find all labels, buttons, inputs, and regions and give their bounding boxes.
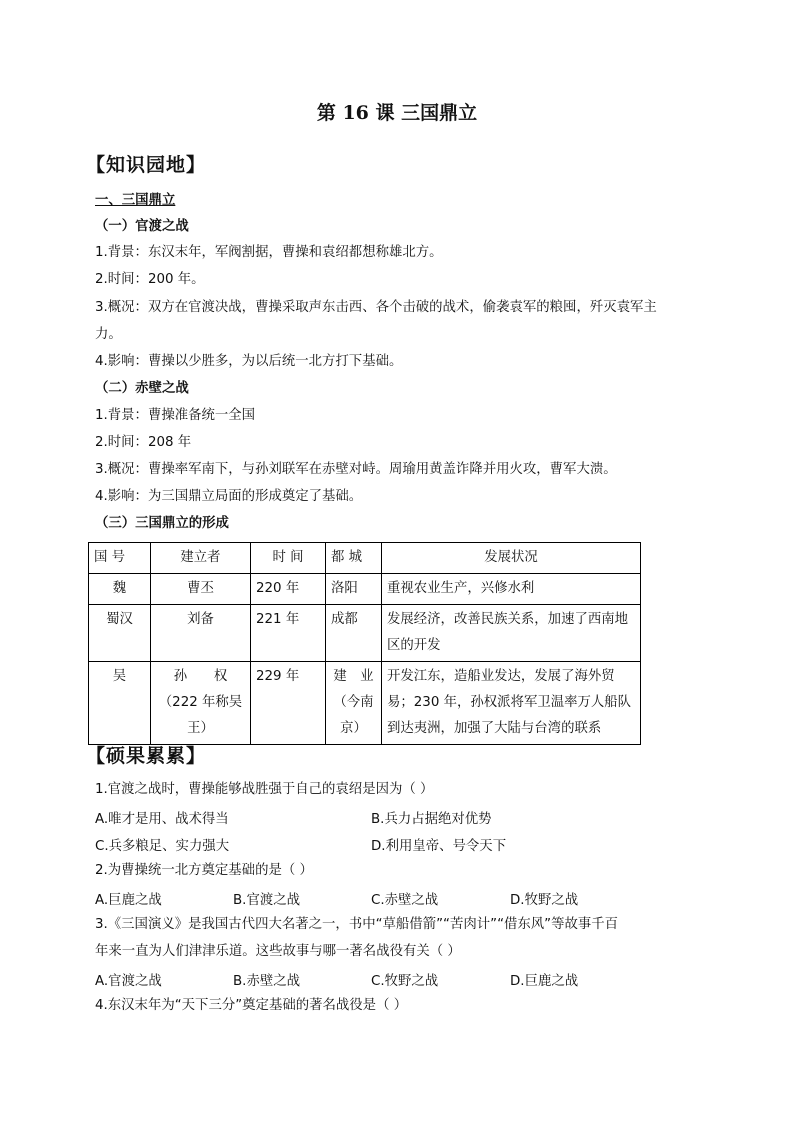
subheading-chibi: （二）赤壁之战 (95, 381, 189, 396)
table-cell: 魏 (89, 574, 151, 605)
table-cell: 重视农业生产，兴修水利 (382, 574, 641, 605)
table-row (89, 662, 641, 745)
section-heading-exercises: 【硕果累累】 (86, 745, 207, 767)
table-row (89, 574, 641, 605)
question-stem: 4.东汉末年为“天下三分”奠定基础的著名战役是（ ） (95, 998, 408, 1013)
text-line: 4.影响：为三国鼎立局面的形成奠定了基础。 (95, 489, 363, 504)
three-kingdoms-table (88, 542, 641, 745)
question-stem: 1.官渡之战时，曹操能够战胜强于自己的袁绍是因为（ ） (95, 782, 434, 797)
table-cell: 221 年 (251, 605, 326, 662)
table-header: 建立者 (151, 543, 251, 574)
page-title: 第 16 课 三国鼎立 (316, 102, 478, 124)
table-header-row (89, 543, 641, 574)
text-line: 3.概况：曹操率军南下，与孙刘联军在赤壁对峙。周瑜用黄盖诈降并用火攻，曹军大溃。 (95, 462, 617, 477)
option-c: C.赤壁之战 (371, 893, 439, 908)
text-line: 4.影响：曹操以少胜多，为以后统一北方打下基础。 (95, 354, 403, 369)
table-cell: 229 年 (251, 662, 326, 745)
option-d: D.巨鹿之战 (510, 974, 579, 989)
question-stem: 2.为曹操统一北方奠定基础的是（ ） (95, 863, 313, 878)
subheading-guandu: （一）官渡之战 (95, 219, 189, 234)
question-stem: 3.《三国演义》是我国古代四大名著之一，书中“草船借箭”“苦肉计”“借东风”等故事千百 (95, 917, 619, 932)
option-c: C.牧野之战 (371, 974, 439, 989)
table-cell: 吴 (89, 662, 151, 745)
text-line: 力。 (95, 327, 122, 342)
question-stem: 年来一直为人们津津乐道。这些故事与哪一著名战役有关（ ） (95, 944, 461, 959)
text-line: 3.概况：双方在官渡决战，曹操采取声东击西、各个击破的战术，偷袭袁军的粮囤，歼灭袁军主 (95, 300, 657, 315)
section-heading-knowledge: 【知识园地】 (86, 154, 207, 176)
table-header: 发展状况 (382, 543, 641, 574)
table-cell: 曹丕 (151, 574, 251, 605)
option-a: A.唯才是用、战术得当 (95, 812, 229, 827)
table-cell: 孙 权（222 年称吴王） (151, 662, 251, 745)
option-c: C.兵多粮足、实力强大 (95, 839, 230, 854)
subheading-three-kingdoms: （三）三国鼎立的形成 (95, 516, 229, 531)
table-header: 时 间 (251, 543, 326, 574)
option-d: D.利用皇帝、号令天下 (371, 839, 507, 854)
table-row (89, 605, 641, 662)
option-d: D.牧野之战 (510, 893, 579, 908)
table-cell: 开发江东，造船业发达，发展了海外贸易；230 年，孙权派将军卫温率万人船队到达夷洲，加强了大陆与台湾的联系 (382, 662, 641, 745)
text-line: 1.背景：东汉末年，军阀割据，曹操和袁绍都想称雄北方。 (95, 245, 443, 260)
table-cell: 220 年 (251, 574, 326, 605)
text-line: 2.时间：208 年 (95, 435, 192, 450)
option-a: A.巨鹿之战 (95, 893, 162, 908)
table-cell: 建 业（今南京） (326, 662, 382, 745)
text-line: 1.背景：曹操准备统一全国 (95, 408, 256, 423)
option-b: B.赤壁之战 (233, 974, 301, 989)
table-cell: 刘备 (151, 605, 251, 662)
option-a: A.官渡之战 (95, 974, 162, 989)
table-cell: 发展经济，改善民族关系，加速了西南地区的开发 (382, 605, 641, 662)
table-cell: 洛阳 (326, 574, 382, 605)
table-cell: 成都 (326, 605, 382, 662)
table-header: 都 城 (326, 543, 382, 574)
text-line: 2.时间：200 年。 (95, 272, 205, 287)
option-b: B.兵力占据绝对优势 (371, 812, 492, 827)
table-cell: 蜀汉 (89, 605, 151, 662)
option-b: B.官渡之战 (233, 893, 301, 908)
table-header: 国 号 (89, 543, 151, 574)
part-heading: 一、三国鼎立 (95, 193, 176, 208)
